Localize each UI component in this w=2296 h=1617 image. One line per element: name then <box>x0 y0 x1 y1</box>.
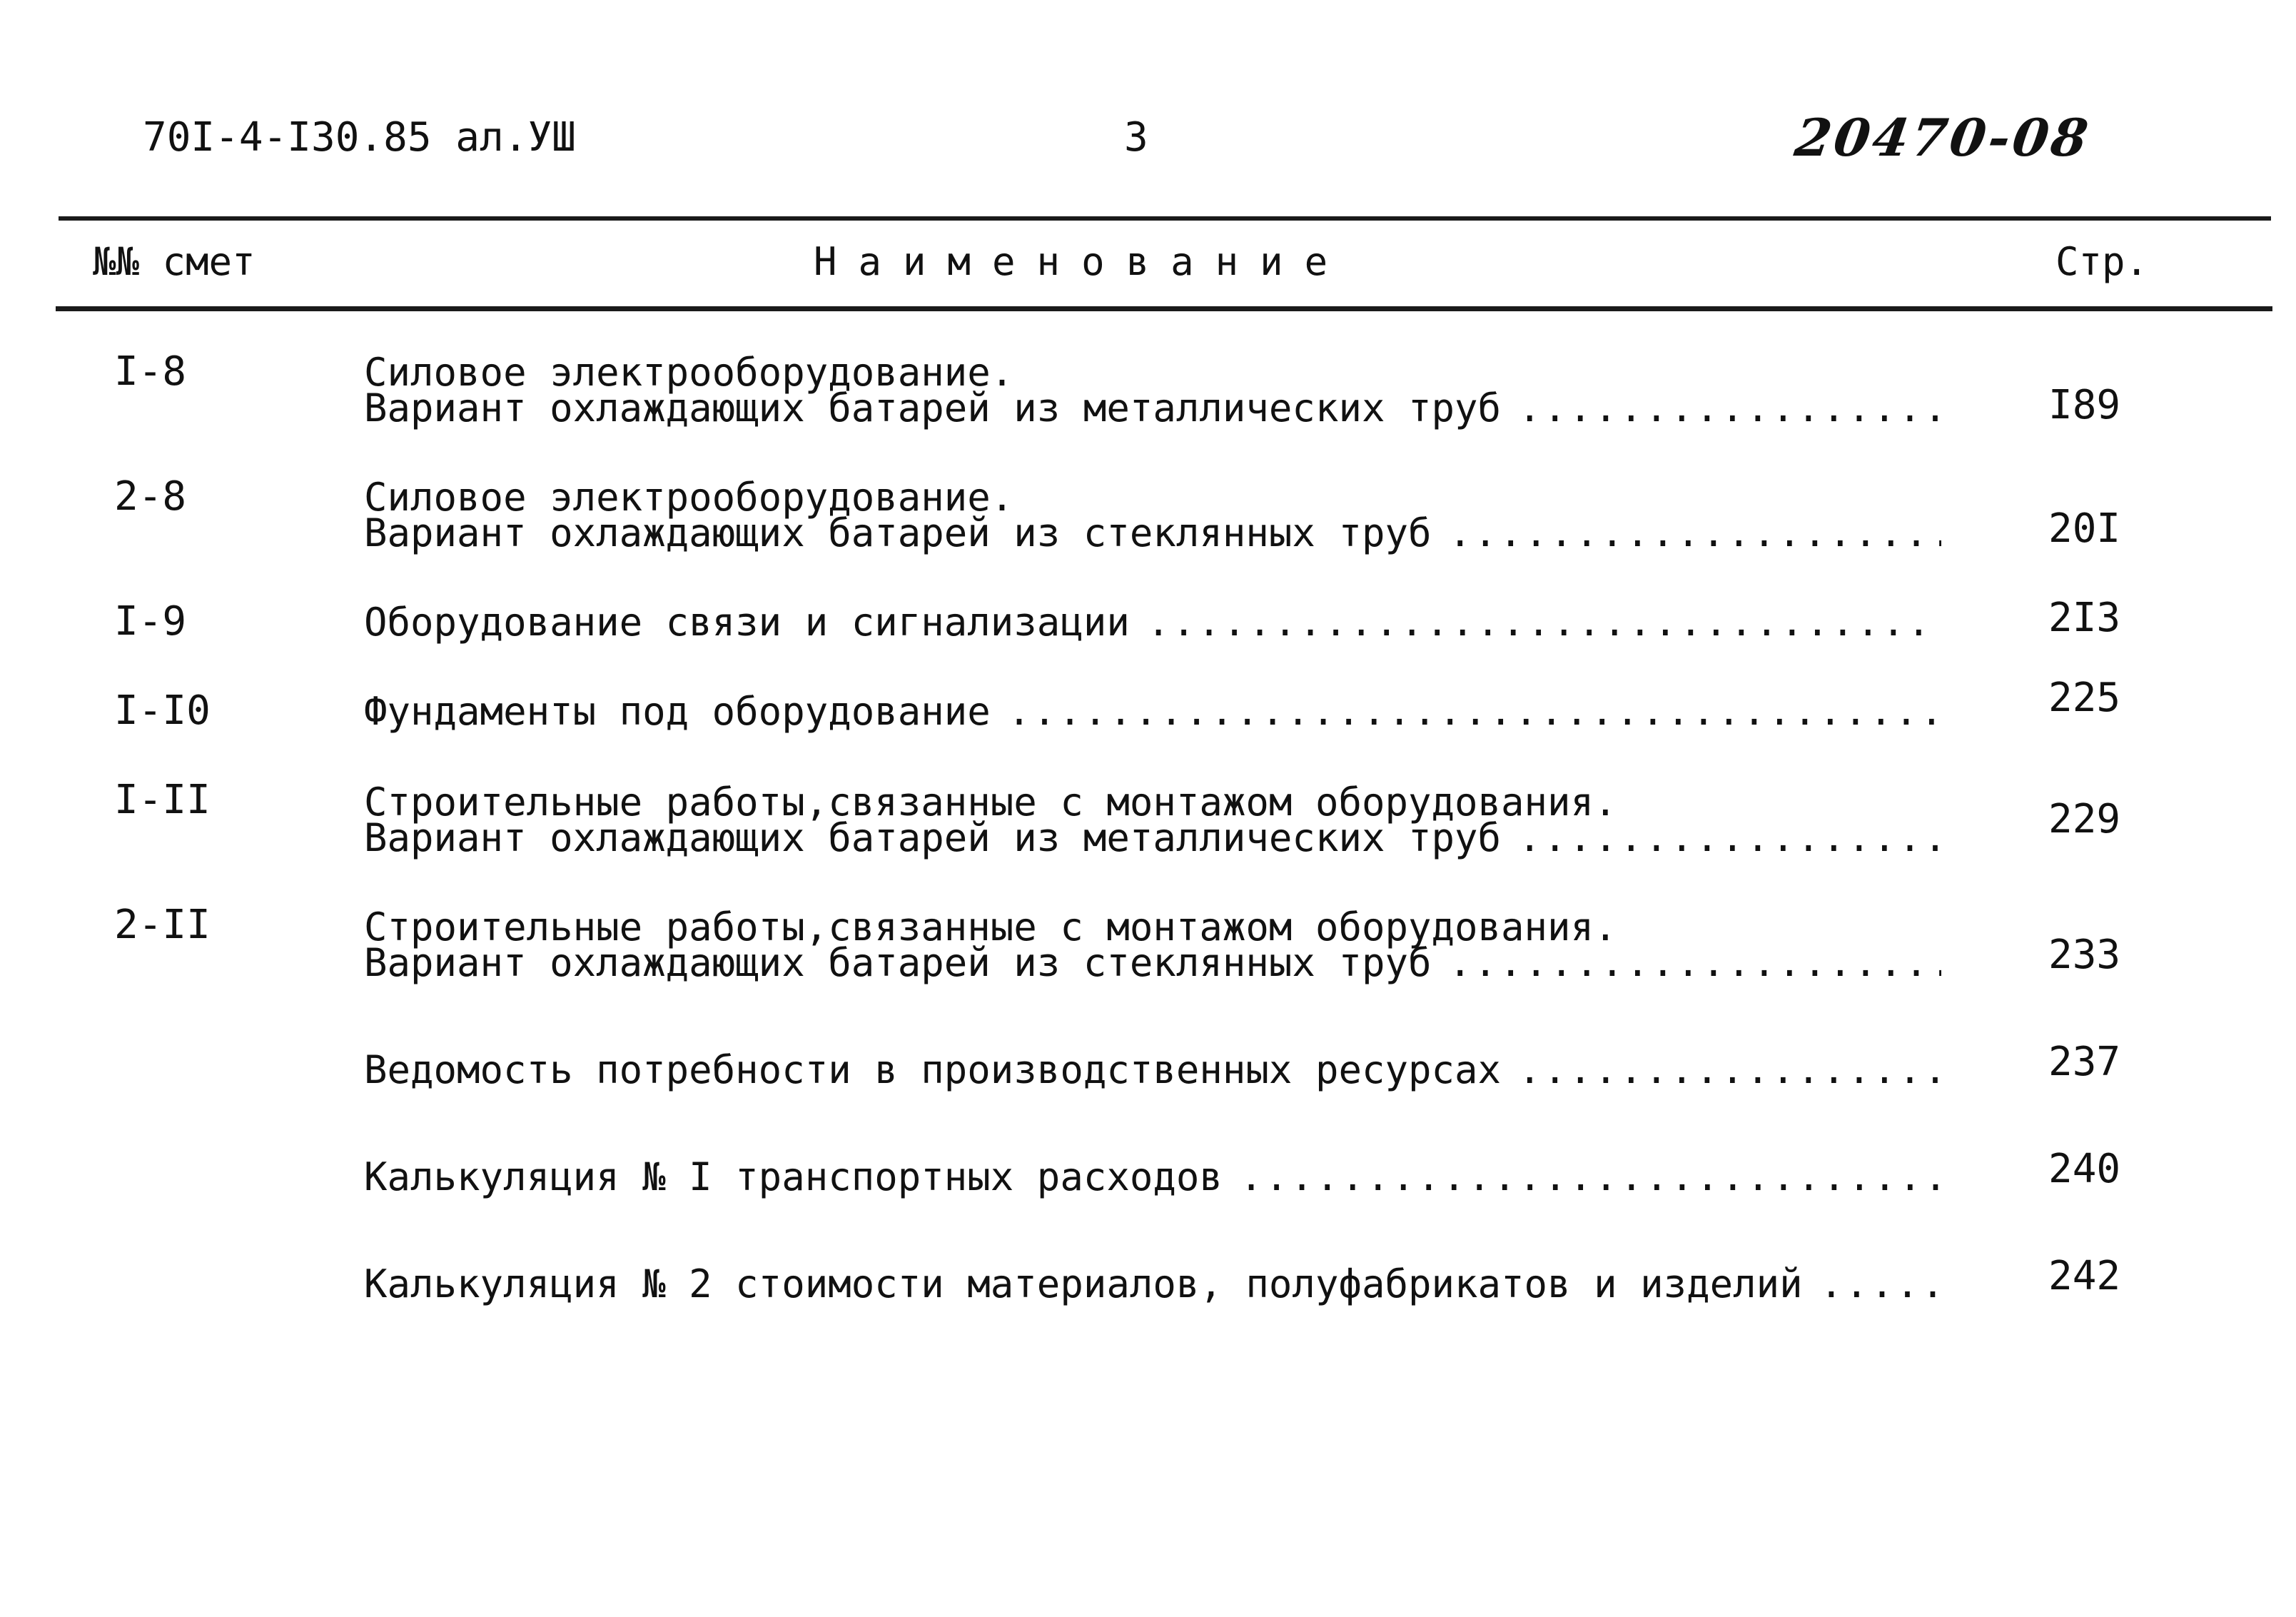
entry-title-leader: Ведомость потребности в производственных ресурсах ..... <box>364 1047 1941 1092</box>
entry-page: 233 <box>2048 932 2121 978</box>
entry-number: 2-II <box>114 902 211 948</box>
entry-subtitle-leader: Вариант охлаждающих батарей из стеклянных труб ..... <box>364 510 1941 555</box>
page-number: 3 <box>1124 114 1148 161</box>
column-header-page: Стр. <box>2055 239 2149 284</box>
entry-title-leader: Оборудование связи и сигнализации ..... <box>364 600 1941 645</box>
entry-subtitle-leader: Вариант охлаждающих батарей из металлических труб ..... <box>364 386 1941 430</box>
entry-page: 237 <box>2048 1039 2121 1085</box>
entry-number: I-8 <box>114 348 187 395</box>
entry-page: 229 <box>2048 796 2121 842</box>
table-header-rule <box>56 306 2272 311</box>
handwritten-inventory-number: 20470-08 <box>1791 107 2095 168</box>
entry-page: 242 <box>2048 1253 2121 1299</box>
column-header-name: Наименование <box>814 239 1350 284</box>
entry-page: 225 <box>2048 675 2121 721</box>
entry-title: Силовое электрооборудование. <box>364 475 1014 520</box>
entry-title: Строительные работы,связанные с монтажом оборудования. <box>364 780 1617 825</box>
entry-page: I89 <box>2048 382 2121 428</box>
entry-number: I-I0 <box>114 687 211 734</box>
document-code: 70I-4-I30.85 ал.УШ <box>143 114 576 161</box>
entry-number: 2-8 <box>114 473 187 520</box>
entry-title-leader: Калькуляция № 2 стоимости материалов, полуфабрикатов и изделий ..... <box>364 1261 1941 1306</box>
table-top-rule <box>59 216 2271 221</box>
entry-page: 2I3 <box>2048 595 2121 641</box>
column-header-number: №№ смет <box>93 239 256 284</box>
entry-title-leader: Калькуляция № I транспортных расходов ..... <box>364 1154 1941 1199</box>
entry-page: 240 <box>2048 1146 2121 1192</box>
entry-title: Строительные работы,связанные с монтажом оборудования. <box>364 905 1617 949</box>
entry-title-leader: Фундаменты под оборудование ..... <box>364 689 1941 734</box>
entry-title: Силовое электрооборудование. <box>364 350 1014 395</box>
entry-number: I-9 <box>114 598 187 645</box>
entry-subtitle-leader: Вариант охлаждающих батарей из стеклянных труб ..... <box>364 940 1941 985</box>
entry-subtitle-leader: Вариант охлаждающих батарей из металлических труб ..... <box>364 815 1941 860</box>
entry-number: I-II <box>114 777 211 823</box>
entry-page: 20I <box>2048 505 2121 552</box>
